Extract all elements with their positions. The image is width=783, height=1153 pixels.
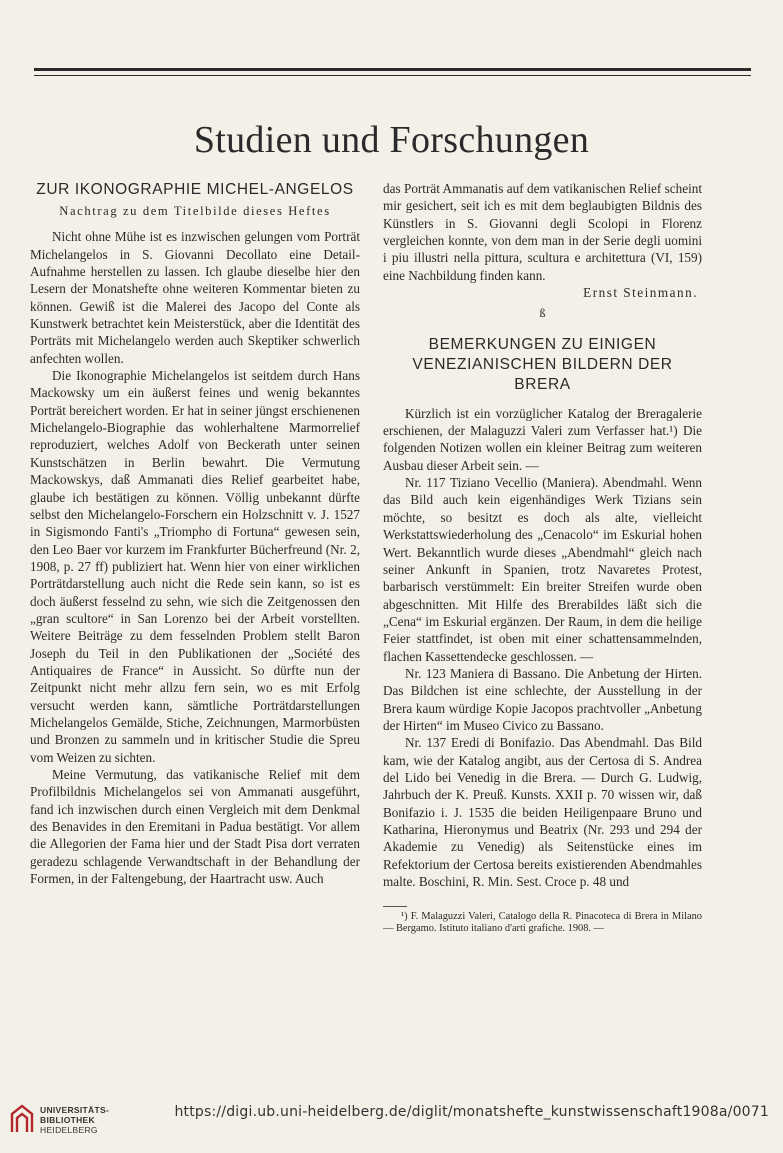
library-logo-text[interactable] [40, 1105, 109, 1135]
paragraph: Kürzlich ist ein vorzüglicher Katalog der Breragalerie erschienen, der Malaguzzi Valeri zum Verfasser hat.¹) Die folgenden Notizen wollen ein kleiner Beitrag zum weiteren Ausbau dieser Arbeit sein. — [383, 405, 702, 473]
section-heading-ikonographie: ZUR IKONOGRAPHIE MICHEL-ANGELOS [36, 181, 354, 198]
left-column [30, 180, 360, 887]
paragraph: Die Ikonographie Michelangelos ist seitdem durch Hans Mackowsky um ein äußerst feines und wenig bekanntes Porträt bereichert worden. Er hat in seiner jüngst erschienenen Michelangelo-Biographie das wohlerhaltene Marmorrelief reproduziert, welches Adolf von Beckerath unter seinen Kunstschätzen in Berlin bewahrt. Die Vermutung Mackowskys, daß Ammanati dies Relief gearbeitet habe, glaube ich bestätigen zu können. Völlig unbekannt dürfte selbst den Michelangelo-Forschern ein Holzschnitt v. J. 1527 in Sigismondo Fanti's „Triompho di Fortuna“ gewesen sein, den Leo Baer vor kurzem im Frankfurter Bücherfreund (Nr. 2, 1908, p. 27 ff) publiziert hat. Wenn hier von einer wirklichen Porträtdarstellung auch nicht die Rede sein kann, so ist es doch äußerst fesselnd zu sehn, wie sich die Zeitgenossen den „gran scultore“ in San Lorenzo bei der Arbeit vorstellten. Weitere Beiträge zu dem fesselnden Problem stellt Baron Joseph du Teil in den Publikationen der „Société des Antiquaires de France“ in Aussicht. So dürfte nun der Zeitpunkt nicht mehr allzu fern sein, wo es mit Erfolg versucht werden kann, sämtliche Porträtdarstellungen Michelangelos Gemälde, Stiche, Zeichnungen, Marmorbüsten und Bronzen zu sammeln und in kritischer Studie die Spreu vom Weizen zu sichten. [30, 368, 360, 765]
section-heading-brera: BEMERKUNGEN ZU EINIGEN VENEZIANISCHEN BILDERN DER BRERA [412, 335, 673, 393]
paragraph: Meine Vermutung, das vatikanische Relief mit dem Profilbildnis Michelangelos sei von Ammanati ausgeführt, fand ich inzwischen durch einen Vergleich mit dem Denkmal des Benavides in den Eremitani in Padua bestätigt. Vor allem die Allegorien der Fama hier und der Stadt Pisa dort verraten geradezu schlagende Verwandtschaft in der Behandlung der Formen, in der Faltengebung, der Haartracht usw. Auch [30, 767, 360, 887]
page-url-link[interactable]: https://digi.ub.uni-heidelberg.de/diglit/monatshefte_kunstwissenschaft1908a/0071 [174, 1104, 769, 1120]
library-logo-icon[interactable] [10, 1104, 34, 1134]
paragraph: Nr. 123 Maniera di Bassano. Die Anbetung der Hirten. Das Bildchen ist eine schlechte, der Ausstellung in der Brera kaum würdige Kopie Jacopos prachtvoller „Anbetung der Hirten“ im Museo Civico zu Bassano. [383, 665, 702, 733]
page-title: Studien und Forschungen [193, 119, 590, 161]
author-signature: Ernst Steinmann. [583, 285, 698, 301]
paragraph: Nicht ohne Mühe ist es inzwischen gelungen vom Porträt Michelangelos in S. Giovanni Decollato eine Detail-Aufnahme herstellen zu lassen. Ich glaube dieselbe hier den Lesern der Monatshefte ohne weiteren Kommentar bieten zu können. Gewiß ist die Malerei des Jacopo del Conte als Kunstwerk betrachtet kein Meisterstück, aber die Identität des Porträts mit Michelangelo werden auch Skeptiker schwerlich anfechten wollen. [30, 229, 360, 366]
logo-line: BIBLIOTHEK [40, 1115, 95, 1125]
ornament-icon: ß [539, 306, 546, 321]
paragraph: Nr. 117 Tiziano Vecellio (Maniera). Abendmahl. Wenn das Bild auch kein eigenhändiges Werk Tizians sein möchte, so besitzt es doch als alte, vielleicht Werkstattswiederholung des „Cenacolo“ im Eskurial hohen Wert. Bekanntlich wurde dieses „Abendmahl“ gleich nach seiner Ankunft in Spanien, trotz Navaretes Protest, barbarisch verstümmelt: Ein breiter Streifen wurde oben abgeschnitten. Mit Hilfe des Brerabildes läßt sich die „Cena“ im Eskurial ergänzen. Der Raum, in dem die heilige Feier stattfindet, ist oben mit einer schattensammelnden, flachen Kassettendecke geschlossen. — [383, 475, 702, 664]
top-rule-thin [34, 75, 751, 76]
logo-line: UNIVERSITÄTS- [40, 1105, 110, 1115]
paragraph: Nr. 137 Eredi di Bonifazio. Das Abendmahl. Das Bild kam, wie der Katalog angibt, aus der Certosa di S. Andrea del Lido bei Venedig in die Brera. — Durch G. Ludwig, Jahrbuch der K. Preuß. Kunsts. XXII p. 70 wissen wir, daß Bonifazio i. J. 1535 die beiden Heiligenpaare Bruno und Katharina, Hieronymus und Beatrix (Nr. 293 und 294 der Akademie zu Venedig) als Seitenstücke eines im Refektorium der Certosa bereits existierenden Abendmahles malte. Boschini, R. Min. Sest. Croce p. 48 und [383, 735, 702, 890]
logo-line: HEIDELBERG [40, 1125, 98, 1135]
section-subheading: Nachtrag zu dem Titelbilde dieses Heftes [59, 204, 331, 218]
footnote-separator [383, 906, 407, 907]
paragraph: das Porträt Ammanatis auf dem vatikanischen Relief scheint mir gesichert, seit ich es mit dem beglaubigten Bildnis des Künstlers in S. Giovanni degli Scolopi in Florenz vergleichen konnte, von dem man in der Serie degli uomini i piu illustri nella pittura, scultura e architettura (VI, 159) eine Nachbildung finden kann. [383, 181, 702, 283]
right-column [383, 180, 702, 935]
footnote: ¹) F. Malaguzzi Valeri, Catalogo della R. Pinacoteca di Brera in Milano — Bergamo. Istituto italiano d'arti grafiche. 1908. — [383, 911, 702, 935]
top-rule-thick [34, 68, 751, 71]
